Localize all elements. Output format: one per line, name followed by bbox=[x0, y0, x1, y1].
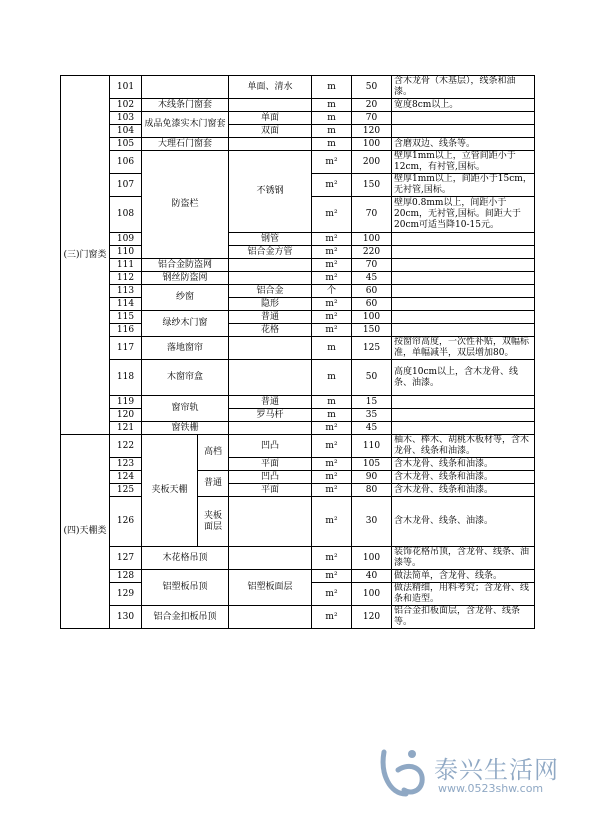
note: 柚木、榉木、胡桃木板材等，含木龙骨、线条和油漆。 bbox=[392, 435, 535, 458]
row-number: 116 bbox=[110, 324, 142, 337]
unit: m² bbox=[312, 233, 352, 246]
item-spec: 平面 bbox=[229, 484, 312, 497]
item-spec bbox=[229, 272, 312, 285]
item-spec bbox=[229, 259, 312, 272]
row-number: 120 bbox=[110, 409, 142, 422]
unit: m² bbox=[312, 606, 352, 629]
item-spec: 罗马杆 bbox=[229, 409, 312, 422]
table-row bbox=[61, 606, 535, 629]
note: 装饰花格吊顶，含龙骨、线条、油漆等。 bbox=[392, 547, 535, 570]
unit: m² bbox=[312, 246, 352, 259]
row-number: 102 bbox=[110, 99, 142, 112]
item-spec bbox=[229, 497, 312, 547]
unit: m bbox=[312, 112, 352, 125]
row-number: 103 bbox=[110, 112, 142, 125]
note: 按窗帘高度，一次性补贴，双幅标准，单幅减半，双层增加80。 bbox=[392, 337, 535, 360]
row-number: 126 bbox=[110, 497, 142, 547]
row-number: 129 bbox=[110, 583, 142, 606]
item-name: 纱窗 bbox=[142, 285, 229, 311]
table-row bbox=[61, 298, 535, 311]
item-grade: 普通 bbox=[198, 471, 229, 497]
table-row bbox=[61, 125, 535, 138]
unit: m bbox=[312, 138, 352, 151]
price: 125 bbox=[352, 337, 392, 360]
item-name: 铝合金防盗网 bbox=[142, 259, 229, 272]
item-spec bbox=[229, 360, 312, 396]
note bbox=[392, 422, 535, 435]
price: 120 bbox=[352, 606, 392, 629]
price: 90 bbox=[352, 471, 392, 484]
price: 60 bbox=[352, 298, 392, 311]
item-spec: 双面 bbox=[229, 125, 312, 138]
price: 35 bbox=[352, 409, 392, 422]
item-spec: 普通 bbox=[229, 396, 312, 409]
unit: m² bbox=[312, 272, 352, 285]
category-label: (三)门窗类 bbox=[61, 76, 110, 435]
price: 220 bbox=[352, 246, 392, 259]
row-number: 104 bbox=[110, 125, 142, 138]
item-name: 窗铁栅 bbox=[142, 422, 229, 435]
note: 做法简单，含龙骨、线条。 bbox=[392, 570, 535, 583]
price: 100 bbox=[352, 233, 392, 246]
table-row bbox=[61, 422, 535, 435]
item-spec: 平面 bbox=[229, 458, 312, 471]
table-row bbox=[61, 409, 535, 422]
item-spec: 铝合金 bbox=[229, 285, 312, 298]
item-spec: 单面 bbox=[229, 112, 312, 125]
item-name: 绿纱木门窗 bbox=[142, 311, 229, 337]
row-number: 111 bbox=[110, 259, 142, 272]
note bbox=[392, 285, 535, 298]
unit: m² bbox=[312, 435, 352, 458]
item-spec bbox=[229, 337, 312, 360]
table-row bbox=[61, 337, 535, 360]
price: 100 bbox=[352, 547, 392, 570]
note bbox=[392, 246, 535, 259]
unit: m² bbox=[312, 547, 352, 570]
item-grade: 高档 bbox=[198, 435, 229, 471]
unit: m bbox=[312, 360, 352, 396]
note bbox=[392, 125, 535, 138]
item-spec bbox=[229, 547, 312, 570]
unit: m² bbox=[312, 197, 352, 233]
note: 含木龙骨、线条和油漆。 bbox=[392, 484, 535, 497]
item-name: 落地窗帘 bbox=[142, 337, 229, 360]
row-number: 128 bbox=[110, 570, 142, 583]
unit: m² bbox=[312, 471, 352, 484]
price: 70 bbox=[352, 112, 392, 125]
price: 100 bbox=[352, 311, 392, 324]
unit: m bbox=[312, 337, 352, 360]
unit: m² bbox=[312, 583, 352, 606]
item-spec: 铝塑板面层 bbox=[229, 570, 312, 606]
note: 含磨双边、线条等。 bbox=[392, 138, 535, 151]
unit: m² bbox=[312, 151, 352, 174]
price: 200 bbox=[352, 151, 392, 174]
table-row bbox=[61, 435, 535, 458]
unit: m² bbox=[312, 497, 352, 547]
table-row bbox=[61, 311, 535, 324]
table-row bbox=[61, 396, 535, 409]
item-spec bbox=[229, 99, 312, 112]
table-row bbox=[61, 471, 535, 484]
item-name: 夹板天棚 bbox=[142, 435, 198, 547]
unit: m bbox=[312, 396, 352, 409]
price-table bbox=[60, 75, 535, 629]
row-number: 118 bbox=[110, 360, 142, 396]
row-number: 107 bbox=[110, 174, 142, 197]
table-row bbox=[61, 112, 535, 125]
unit: m² bbox=[312, 570, 352, 583]
unit: m² bbox=[312, 298, 352, 311]
price: 50 bbox=[352, 360, 392, 396]
item-spec: 不锈钢 bbox=[229, 151, 312, 233]
note: 含木龙骨、线条和油漆。 bbox=[392, 471, 535, 484]
item-name: 木窗帘盒 bbox=[142, 360, 229, 396]
table-row bbox=[61, 570, 535, 583]
price: 110 bbox=[352, 435, 392, 458]
unit: m bbox=[312, 125, 352, 138]
unit: m² bbox=[312, 422, 352, 435]
unit: m² bbox=[312, 324, 352, 337]
price: 70 bbox=[352, 197, 392, 233]
note: 含木龙骨（木基层），线条和油漆。 bbox=[392, 76, 535, 99]
item-name: 窗帘轨 bbox=[142, 396, 229, 422]
row-number: 105 bbox=[110, 138, 142, 151]
unit: m² bbox=[312, 458, 352, 471]
price: 80 bbox=[352, 484, 392, 497]
note bbox=[392, 272, 535, 285]
unit: m² bbox=[312, 311, 352, 324]
item-name: 铝塑板吊顶 bbox=[142, 570, 229, 606]
note: 做法精细，用料考究；含龙骨、线条和造型。 bbox=[392, 583, 535, 606]
table-row bbox=[61, 458, 535, 471]
unit: m bbox=[312, 76, 352, 99]
item-name: 成品免漆实木门窗套 bbox=[142, 112, 229, 138]
price: 100 bbox=[352, 138, 392, 151]
row-number: 113 bbox=[110, 285, 142, 298]
row-number: 110 bbox=[110, 246, 142, 259]
watermark-url: www.0523shw.com bbox=[438, 782, 544, 795]
table-row bbox=[61, 99, 535, 112]
price: 40 bbox=[352, 570, 392, 583]
item-spec bbox=[229, 138, 312, 151]
row-number: 127 bbox=[110, 547, 142, 570]
table-row bbox=[61, 484, 535, 497]
price: 50 bbox=[352, 76, 392, 99]
row-number: 125 bbox=[110, 484, 142, 497]
row-number: 115 bbox=[110, 311, 142, 324]
site-logo-icon bbox=[376, 744, 434, 800]
price: 105 bbox=[352, 458, 392, 471]
price: 100 bbox=[352, 583, 392, 606]
price: 15 bbox=[352, 396, 392, 409]
note: 含木龙骨、线条、油漆。 bbox=[392, 497, 535, 547]
table-row bbox=[61, 497, 535, 547]
item-spec: 凹凸 bbox=[229, 471, 312, 484]
table-row bbox=[61, 360, 535, 396]
item-spec: 隐形 bbox=[229, 298, 312, 311]
row-number: 119 bbox=[110, 396, 142, 409]
price: 150 bbox=[352, 174, 392, 197]
row-number: 117 bbox=[110, 337, 142, 360]
note bbox=[392, 298, 535, 311]
note bbox=[392, 112, 535, 125]
table-row bbox=[61, 76, 535, 99]
row-number: 124 bbox=[110, 471, 142, 484]
unit: m² bbox=[312, 484, 352, 497]
row-number: 122 bbox=[110, 435, 142, 458]
note bbox=[392, 409, 535, 422]
item-name: 钢丝防盗网 bbox=[142, 272, 229, 285]
item-grade: 夹板面层 bbox=[198, 497, 229, 547]
row-number: 123 bbox=[110, 458, 142, 471]
note: 壁厚1mm以上，间距小于15cm，无衬管,国标。 bbox=[392, 174, 535, 197]
item-spec bbox=[229, 606, 312, 629]
item-name: 木线条门窗套 bbox=[142, 99, 229, 112]
note bbox=[392, 324, 535, 337]
price: 45 bbox=[352, 422, 392, 435]
unit: m² bbox=[312, 174, 352, 197]
unit: m bbox=[312, 99, 352, 112]
item-name: 木花格吊顶 bbox=[142, 547, 229, 570]
note: 高度10cm以上，含木龙骨、线条、油漆。 bbox=[392, 360, 535, 396]
note: 壁厚1mm以上，立管间距小于12cm，有衬管,国标。 bbox=[392, 151, 535, 174]
table-row bbox=[61, 233, 535, 246]
table-row bbox=[61, 272, 535, 285]
row-number: 114 bbox=[110, 298, 142, 311]
table-row bbox=[61, 151, 535, 174]
note: 含木龙骨、线条和油漆。 bbox=[392, 458, 535, 471]
item-name: 铝合金扣板吊顶 bbox=[142, 606, 229, 629]
price: 150 bbox=[352, 324, 392, 337]
item-spec: 花格 bbox=[229, 324, 312, 337]
item-spec: 普通 bbox=[229, 311, 312, 324]
price: 45 bbox=[352, 272, 392, 285]
watermark bbox=[376, 744, 576, 804]
price: 70 bbox=[352, 259, 392, 272]
price: 20 bbox=[352, 99, 392, 112]
category-label: (四)天棚类 bbox=[61, 435, 110, 629]
price: 60 bbox=[352, 285, 392, 298]
item-spec bbox=[229, 422, 312, 435]
row-number: 108 bbox=[110, 197, 142, 233]
row-number: 121 bbox=[110, 422, 142, 435]
item-name: 大理石门窗套 bbox=[142, 138, 229, 151]
note: 铝合金扣板面层，含龙骨、线条等。 bbox=[392, 606, 535, 629]
unit: 个 bbox=[312, 285, 352, 298]
row-number: 106 bbox=[110, 151, 142, 174]
price: 30 bbox=[352, 497, 392, 547]
row-number: 101 bbox=[110, 76, 142, 99]
unit: m² bbox=[312, 259, 352, 272]
row-number: 130 bbox=[110, 606, 142, 629]
note: 宽度8cm以上。 bbox=[392, 99, 535, 112]
table-row bbox=[61, 324, 535, 337]
item-name: 防盗栏 bbox=[142, 151, 229, 259]
price: 120 bbox=[352, 125, 392, 138]
note: 壁厚0.8mm以上，间距小于20cm，无衬管,国标。间距大于20cm可适当降10-15元。 bbox=[392, 197, 535, 233]
item-spec: 钢管 bbox=[229, 233, 312, 246]
item-spec: 铝合金方管 bbox=[229, 246, 312, 259]
row-number: 109 bbox=[110, 233, 142, 246]
table-row bbox=[61, 285, 535, 298]
table-row bbox=[61, 259, 535, 272]
item-spec: 凹凸 bbox=[229, 435, 312, 458]
row-number: 112 bbox=[110, 272, 142, 285]
item-spec: 单面、清水 bbox=[229, 76, 312, 99]
note bbox=[392, 259, 535, 272]
note bbox=[392, 311, 535, 324]
watermark-site-name: 泰兴生活网 bbox=[434, 756, 559, 784]
table-row bbox=[61, 246, 535, 259]
table-row bbox=[61, 138, 535, 151]
note bbox=[392, 396, 535, 409]
item-name bbox=[142, 76, 229, 99]
note bbox=[392, 233, 535, 246]
table-row bbox=[61, 547, 535, 570]
unit: m bbox=[312, 409, 352, 422]
